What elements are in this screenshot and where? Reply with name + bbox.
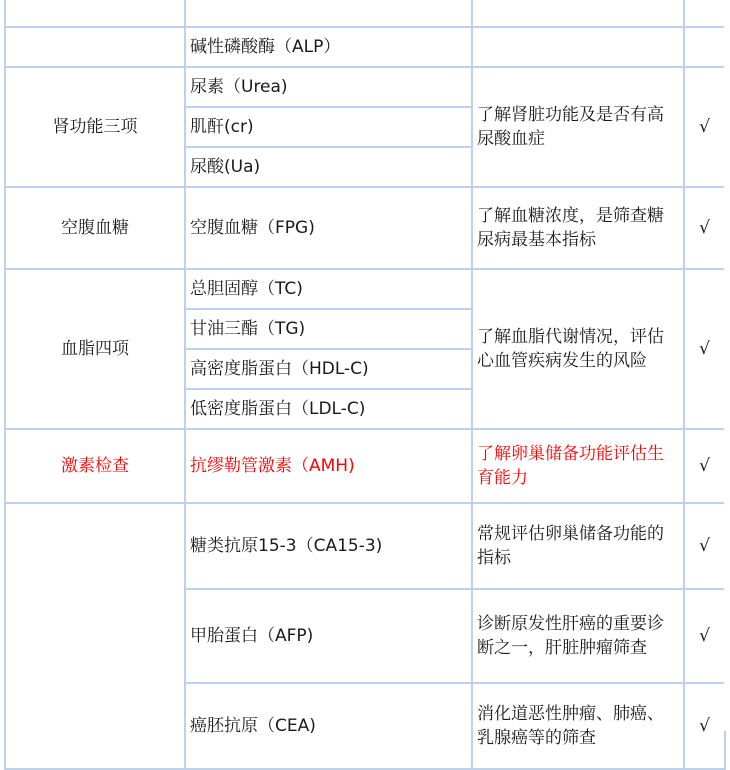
item-cell-alp: 碱性磷酸酶（ALP） — [185, 27, 472, 67]
category-cell-lipid: 血脂四项 — [5, 269, 185, 429]
item-cell-tg: 甘油三酯（TG) — [185, 309, 472, 349]
purpose-cell-lipid: 了解血脂代谢情况，评估心血管疾病发生的风险 — [472, 269, 684, 429]
check-mark: √ — [684, 269, 725, 429]
category-cell-glucose: 空腹血糖 — [5, 187, 185, 269]
check-mark: √ — [684, 683, 725, 769]
table-row — [5, 27, 725, 67]
purpose-cell-liver — [472, 0, 684, 27]
item-cell-ca153: 糖类抗原15-3（CA15-3) — [185, 503, 472, 589]
table-row-renal — [5, 67, 725, 107]
table-row-tumor — [5, 503, 725, 589]
category-cell-hormone: 激素检查 — [5, 429, 185, 503]
item-cell-cr: 肌酐(cr) — [185, 107, 472, 147]
table-row-glucose — [5, 187, 725, 269]
item-cell-amh: 抗缪勒管激素（AMH) — [185, 429, 472, 503]
purpose-cell-renal: 了解肾脏功能及是否有高尿酸血症 — [472, 67, 684, 187]
exam-items-table — [4, 0, 726, 770]
purpose-cell-liver — [472, 27, 684, 67]
check-mark: √ — [684, 187, 725, 269]
check-mark: √ — [684, 589, 725, 683]
purpose-cell-ca153: 常规评估卵巢储备功能的指标 — [472, 503, 684, 589]
purpose-cell-afp: 诊断原发性肝癌的重要诊断之一，肝脏肿瘤筛查 — [472, 589, 684, 683]
item-cell-hdl: 高密度脂蛋白（HDL-C) — [185, 349, 472, 389]
item-cell-urea: 尿素（Urea) — [185, 67, 472, 107]
table-row-hormone — [5, 429, 725, 503]
item-cell — [185, 0, 472, 27]
purpose-cell-glucose: 了解血糖浓度，是筛查糖尿病最基本指标 — [472, 187, 684, 269]
left-margin — [0, 0, 4, 731]
item-cell-ldl: 低密度脂蛋白（LDL-C) — [185, 389, 472, 429]
check-mark: √ — [684, 429, 725, 503]
category-cell-liver — [5, 27, 185, 67]
category-cell-liver — [5, 0, 185, 27]
check-cell — [684, 27, 725, 67]
purpose-cell-cea: 消化道恶性肿瘤、肺癌、乳腺癌等的筛查 — [472, 683, 684, 769]
category-cell-tumor — [5, 503, 185, 769]
check-cell — [684, 0, 725, 27]
item-cell-cea: 癌胚抗原（CEA) — [185, 683, 472, 769]
check-mark: √ — [684, 503, 725, 589]
item-cell-tc: 总胆固醇（TC) — [185, 269, 472, 309]
right-margin — [724, 0, 730, 731]
table-row-lipid — [5, 269, 725, 309]
item-cell-fpg: 空腹血糖（FPG) — [185, 187, 472, 269]
table-row — [5, 0, 725, 27]
check-mark: √ — [684, 67, 725, 187]
item-cell-afp: 甲胎蛋白（AFP) — [185, 589, 472, 683]
purpose-cell-hormone: 了解卵巢储备功能评估生育能力 — [472, 429, 684, 503]
item-cell-ua: 尿酸(Ua) — [185, 147, 472, 187]
category-cell-renal: 肾功能三项 — [5, 67, 185, 187]
